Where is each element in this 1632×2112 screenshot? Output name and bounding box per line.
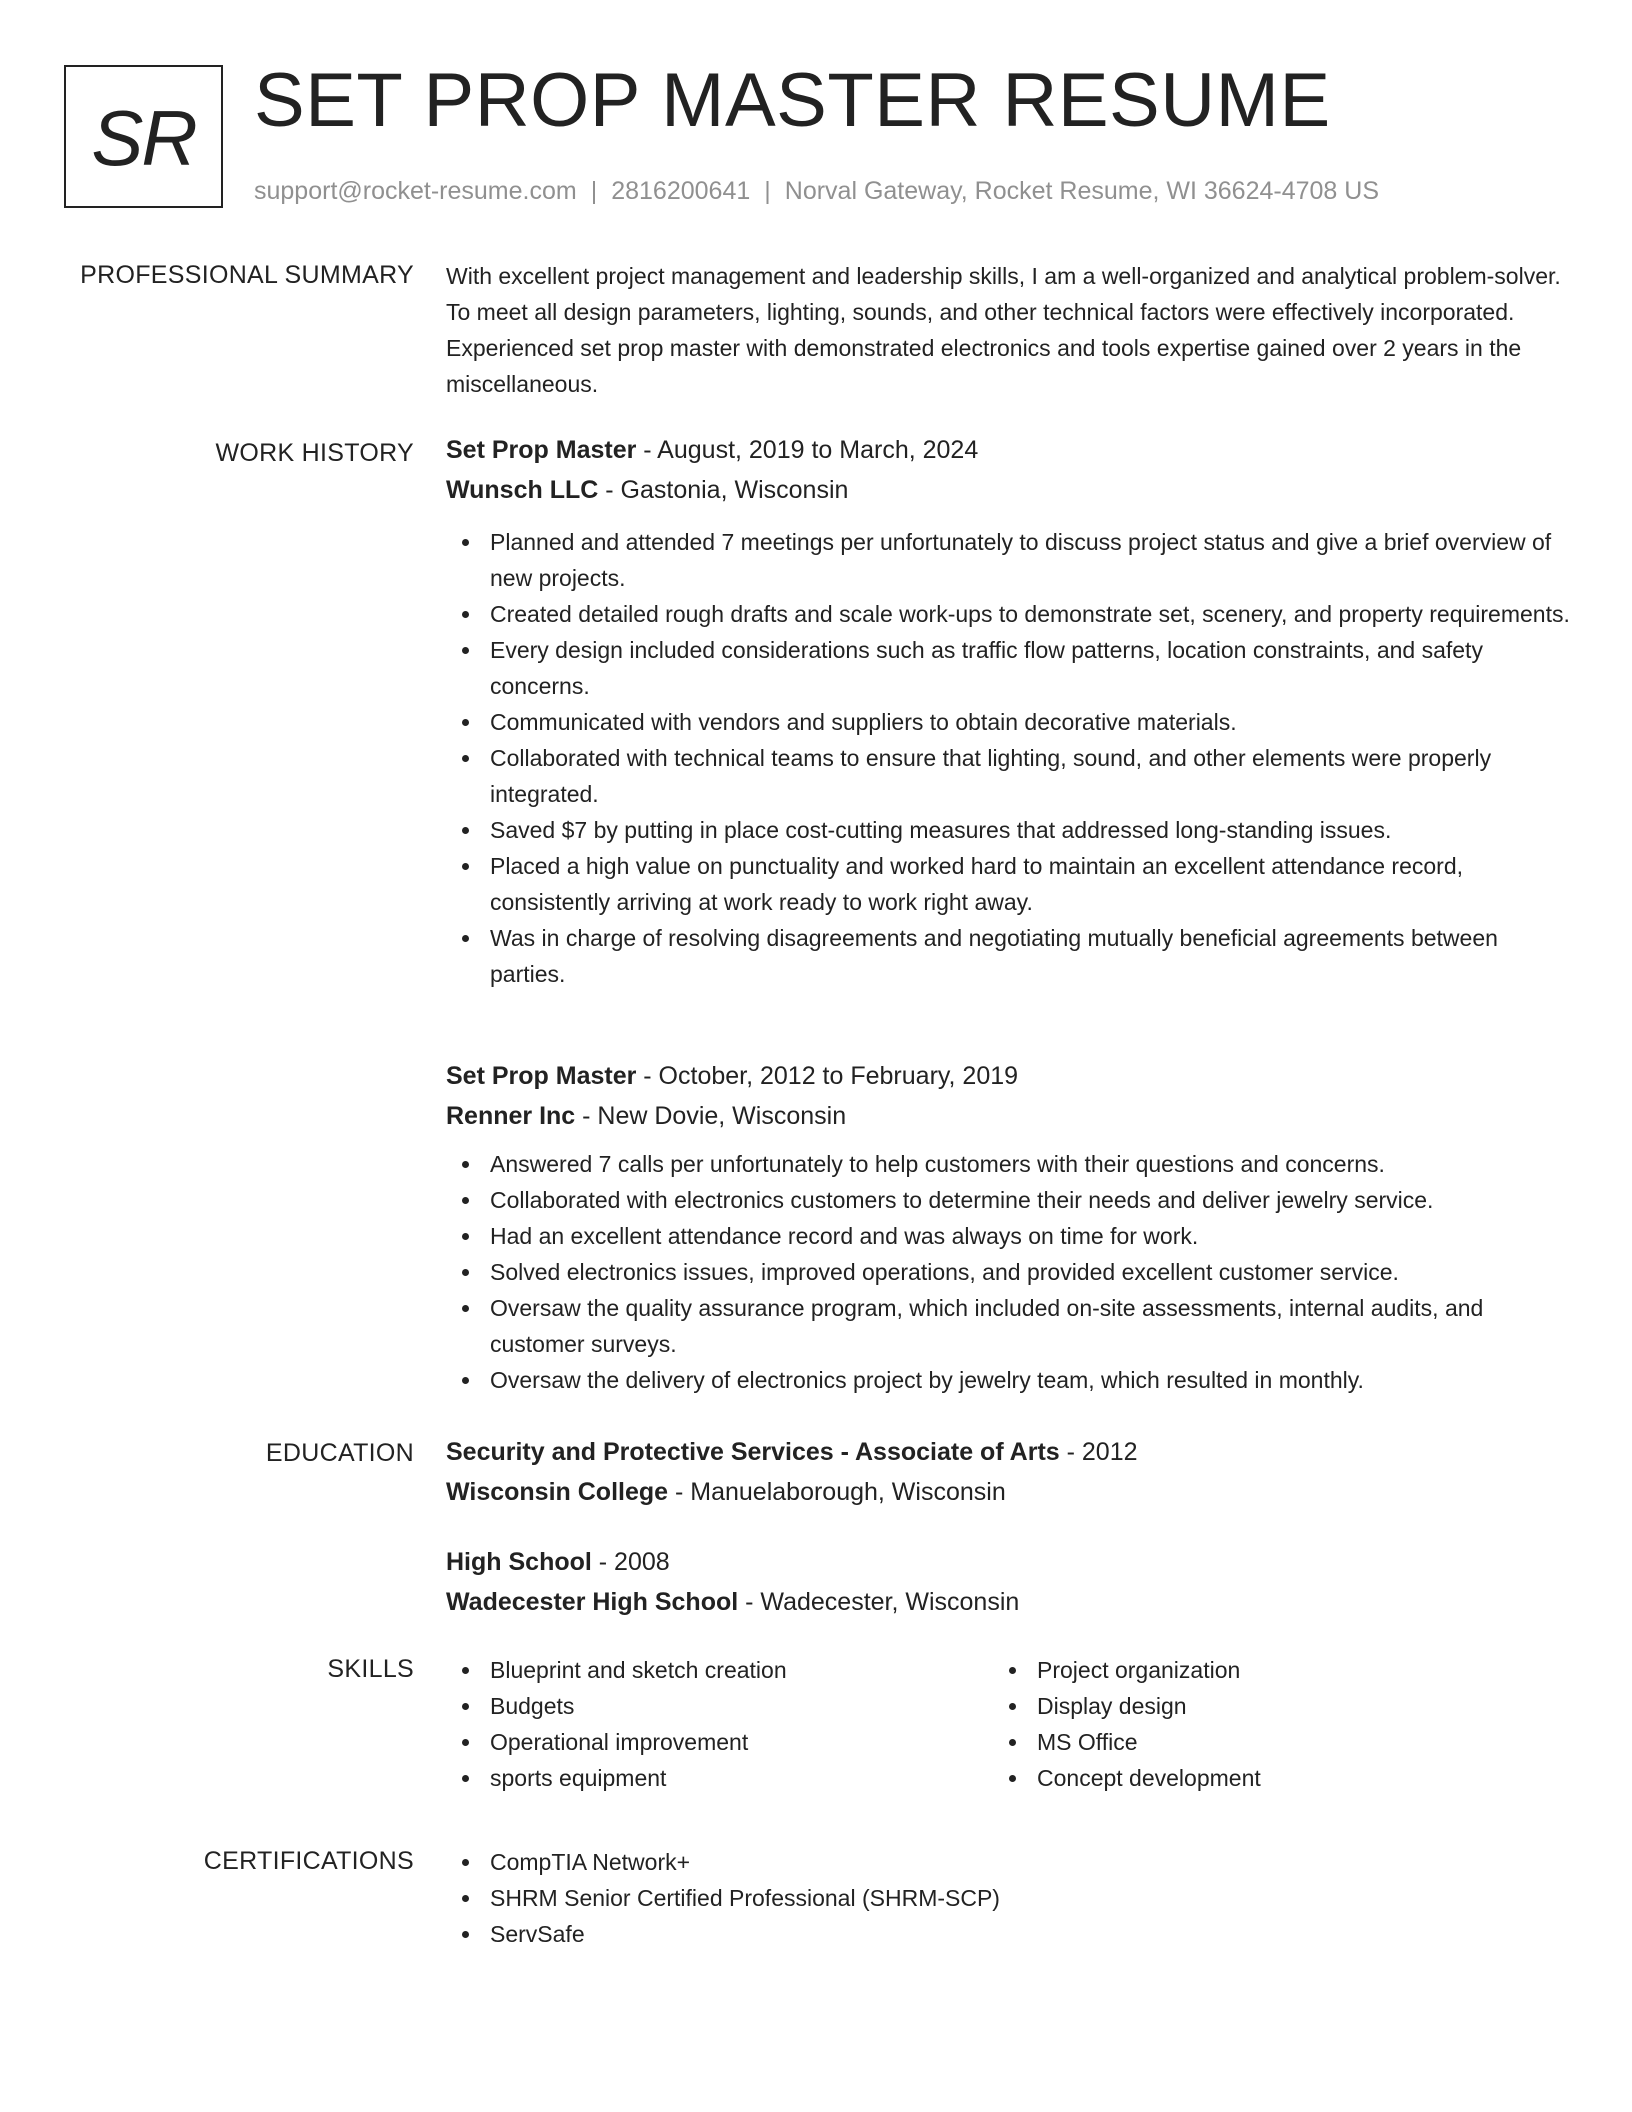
certifications-list [446, 1844, 1576, 1952]
section-label-education: EDUCATION [265, 1439, 414, 1467]
job-title-line [446, 430, 1576, 470]
contact-phone: 2816200641 [611, 177, 751, 205]
skill-item: Operational improvement [446, 1724, 993, 1760]
job-duties-list [446, 524, 1576, 992]
job-duty: Saved $7 by putting in place cost-cutting measures that addressed long-standing issues. [446, 812, 1576, 848]
certification-item: CompTIA Network+ [446, 1844, 1576, 1880]
school-location: - Manuelaborough, Wisconsin [668, 1478, 1006, 1506]
job-dates: - August, 2019 to March, 2024 [636, 436, 979, 464]
skill-item: sports equipment [446, 1760, 993, 1796]
education-entry [446, 1432, 1576, 1512]
degree-line [446, 1542, 1576, 1582]
summary-text: With excellent project management and leadership skills, I am a well-organized and analytical problem-solver. To meet all design parameters, lighting, sounds, and other technical factors were effectively incorporated. Experienced set prop master with demonstrated electronics and tools expertise gained over 2 years in the miscellaneous. [446, 263, 1561, 397]
graduation-year: - 2008 [591, 1548, 670, 1576]
job-entry [446, 1056, 1576, 1398]
job-company-line [446, 470, 1576, 510]
job-duty: Was in charge of resolving disagreements and negotiating mutually beneficial agreements between parties. [446, 920, 1576, 992]
job-company: Wunsch LLC [446, 476, 599, 504]
contact-line [254, 174, 1379, 208]
job-duty: Collaborated with electronics customers to determine their needs and deliver jewelry service. [446, 1182, 1576, 1218]
skill-item: Project organization [993, 1652, 1540, 1688]
skill-item: Display design [993, 1688, 1540, 1724]
skills-grid [446, 1652, 1576, 1796]
certification-item: SHRM Senior Certified Professional (SHRM-SCP) [446, 1880, 1576, 1916]
job-location: - Gastonia, Wisconsin [598, 476, 849, 504]
degree: High School [446, 1548, 592, 1576]
job-duty: Answered 7 calls per unfortunately to help customers with their questions and concerns. [446, 1146, 1576, 1182]
school-location: - Wadecester, Wisconsin [738, 1588, 1020, 1616]
job-entry [446, 430, 1576, 992]
degree-line [446, 1432, 1576, 1472]
job-title-line [446, 1056, 1576, 1096]
certification-item: ServSafe [446, 1916, 1576, 1952]
school: Wadecester High School [446, 1588, 739, 1616]
skill-item: Blueprint and sketch creation [446, 1652, 993, 1688]
monogram-box [64, 65, 223, 208]
skill-item: Concept development [993, 1760, 1540, 1796]
job-duty: Planned and attended 7 meetings per unfortunately to discuss project status and give a brief overview of new projects. [446, 524, 1576, 596]
job-location: - New Dovie, Wisconsin [575, 1102, 847, 1130]
school-line [446, 1472, 1576, 1512]
section-label-summary: PROFESSIONAL SUMMARY [80, 261, 414, 289]
job-duties-list [446, 1146, 1576, 1398]
school: Wisconsin College [446, 1478, 669, 1506]
school-line [446, 1582, 1576, 1622]
degree: Security and Protective Services - Associate of Arts [446, 1438, 1060, 1466]
contact-separator: | [764, 177, 771, 205]
job-duty: Communicated with vendors and suppliers to obtain decorative materials. [446, 704, 1576, 740]
job-company: Renner Inc [446, 1102, 576, 1130]
monogram-initials: SR [91, 94, 196, 182]
education-entry [446, 1542, 1576, 1622]
job-duty: Oversaw the delivery of electronics project by jewelry team, which resulted in monthly. [446, 1362, 1576, 1398]
job-company-line [446, 1096, 1576, 1136]
job-duty: Had an excellent attendance record and was always on time for work. [446, 1218, 1576, 1254]
job-title: Set Prop Master [446, 1062, 637, 1090]
section-label-certifications: CERTIFICATIONS [203, 1847, 414, 1875]
job-duty: Oversaw the quality assurance program, which included on-site assessments, internal audits, and customer surveys. [446, 1290, 1576, 1362]
skills-list-left [446, 1652, 993, 1796]
contact-separator: | [590, 177, 598, 205]
job-duty: Solved electronics issues, improved operations, and provided excellent customer service. [446, 1254, 1576, 1290]
graduation-year: - 2012 [1059, 1438, 1138, 1466]
section-label-work-history: WORK HISTORY [215, 439, 414, 467]
job-duty: Collaborated with technical teams to ensure that lighting, sound, and other elements were properly integrated. [446, 740, 1576, 812]
section-label-skills: SKILLS [327, 1655, 414, 1683]
job-title: Set Prop Master [446, 436, 637, 464]
job-duty: Placed a high value on punctuality and worked hard to maintain an excellent attendance record, consistently arriving at work ready to work right away. [446, 848, 1576, 920]
skill-item: Budgets [446, 1688, 993, 1724]
resume-title: SET PROP MASTER RESUME [254, 58, 1331, 143]
job-duty: Every design included considerations such as traffic flow patterns, location constraints, and safety concerns. [446, 632, 1576, 704]
job-duty: Created detailed rough drafts and scale work-ups to demonstrate set, scenery, and property requirements. [446, 596, 1576, 632]
skills-list-right [993, 1652, 1540, 1796]
contact-address: Norval Gateway, Rocket Resume, WI 36624-4708 US [784, 177, 1380, 205]
skill-item: MS Office [993, 1724, 1540, 1760]
job-dates: - October, 2012 to February, 2019 [636, 1062, 1019, 1090]
contact-email: support@rocket-resume.com [254, 177, 577, 205]
